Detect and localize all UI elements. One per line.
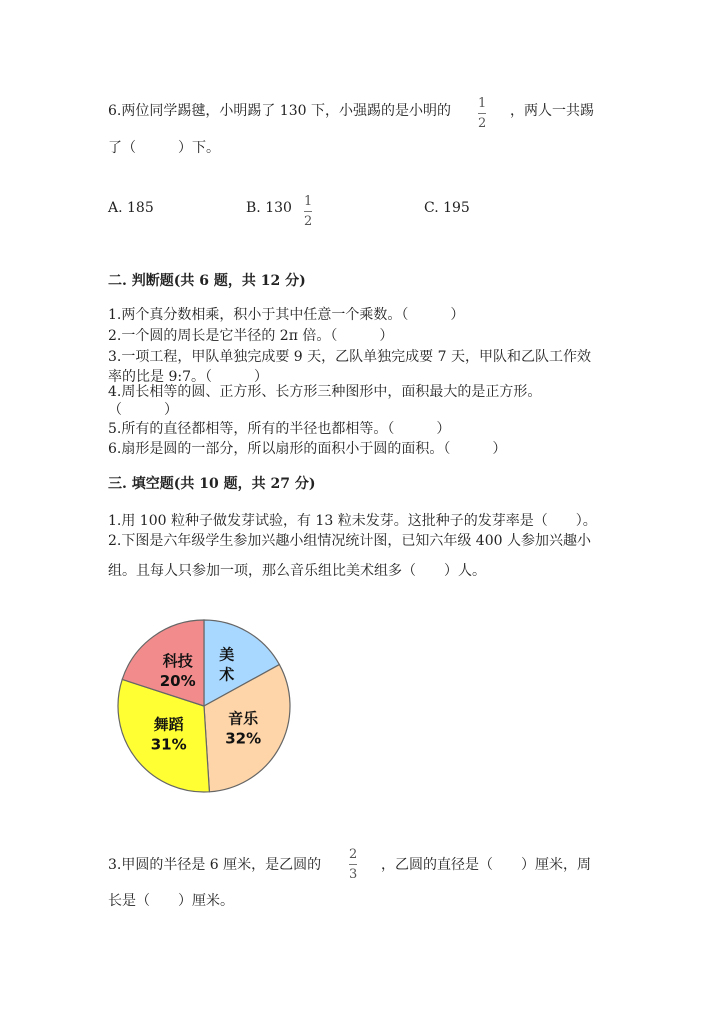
q6-frac-bar bbox=[478, 113, 486, 114]
section2-item: 5.所有的直径都相等，所有的半径也都相等。（ ） bbox=[108, 421, 451, 437]
pie-slice-name: 音乐 bbox=[228, 709, 259, 728]
section3-q3-line2: 长是（ ）厘米。 bbox=[108, 893, 234, 909]
q3-frac-bar bbox=[349, 864, 357, 865]
pie-chart bbox=[104, 606, 304, 806]
section2-item: 1.两个真分数相乘，积小于其中任意一个乘数。（ ） bbox=[108, 307, 465, 323]
section3-q3-suffix: ，乙圆的直径是（ ）厘米，周 bbox=[381, 857, 591, 873]
pie-slice-label: 31% bbox=[150, 735, 187, 754]
q6-option-b: B. 130 bbox=[246, 200, 292, 216]
section2-title: 二. 判断题(共 6 题，共 12 分) bbox=[108, 273, 306, 289]
section3-q2-line1: 2.下图是六年级学生参加兴趣小组情况统计图，已知六年级 400 人参加兴趣小 bbox=[108, 533, 591, 549]
q3-frac-den: 3 bbox=[349, 867, 358, 882]
section3-q2-line2: 组。且每人只参加一项，那么音乐组比美术组多（ ）人。 bbox=[108, 563, 486, 579]
q6-line2: 了（ ）下。 bbox=[108, 140, 220, 156]
pie-slice-name: 美术 bbox=[219, 645, 235, 684]
section2-item: （ ） bbox=[108, 402, 178, 418]
q6-frac-num: 1 bbox=[478, 96, 487, 111]
q6-option-b-fraction bbox=[304, 195, 312, 228]
section2-item: 4.周长相等的圆、正方形、长方形三种图形中，面积最大的是正方形。 bbox=[108, 384, 542, 400]
pie-slice-name: 舞蹈 bbox=[153, 715, 184, 734]
q6-option-b-frac-den: 2 bbox=[304, 214, 313, 229]
q6-line1-suffix: ，两人一共踢 bbox=[510, 103, 594, 119]
pie-slice-label: 32% bbox=[225, 729, 262, 748]
section3-q1: 1.用 100 粒种子做发芽试验，有 13 粒未发芽。这批种子的发芽率是（ ）。 bbox=[108, 513, 597, 529]
q6-fraction bbox=[478, 97, 486, 130]
pie-slice-label: 20% bbox=[159, 671, 196, 690]
section2-item: 3.一项工程，甲队单独完成要 9 天，乙队单独完成要 7 天，甲队和乙队工作效 bbox=[108, 349, 591, 365]
q6-frac-den: 2 bbox=[478, 116, 487, 131]
q6-option-b-frac-bar bbox=[304, 211, 312, 212]
q6-option-b-frac-num: 1 bbox=[304, 194, 313, 209]
section3-q3-prefix: 3.甲圆的半径是 6 厘米，是乙圆的 bbox=[108, 857, 322, 873]
q6-option-c: C. 195 bbox=[424, 200, 470, 216]
section2-item: 6.扇形是圆的一部分，所以扇形的面积小于圆的面积。（ ） bbox=[108, 441, 507, 457]
q3-frac-num: 2 bbox=[349, 847, 358, 862]
pie-slice-name: 科技 bbox=[162, 651, 193, 670]
q3-fraction bbox=[349, 848, 357, 881]
q6-line1-prefix: 6.两位同学踢毽，小明踢了 130 下，小强踢的是小明的 bbox=[108, 103, 451, 119]
section2-item: 率的比是 9:7。（ ） bbox=[108, 369, 268, 385]
section2-item: 2.一个圆的周长是它半径的 2π 倍。（ ） bbox=[108, 328, 394, 344]
q6-option-a: A. 185 bbox=[108, 200, 154, 216]
section3-title: 三. 填空题(共 10 题，共 27 分) bbox=[108, 476, 316, 492]
